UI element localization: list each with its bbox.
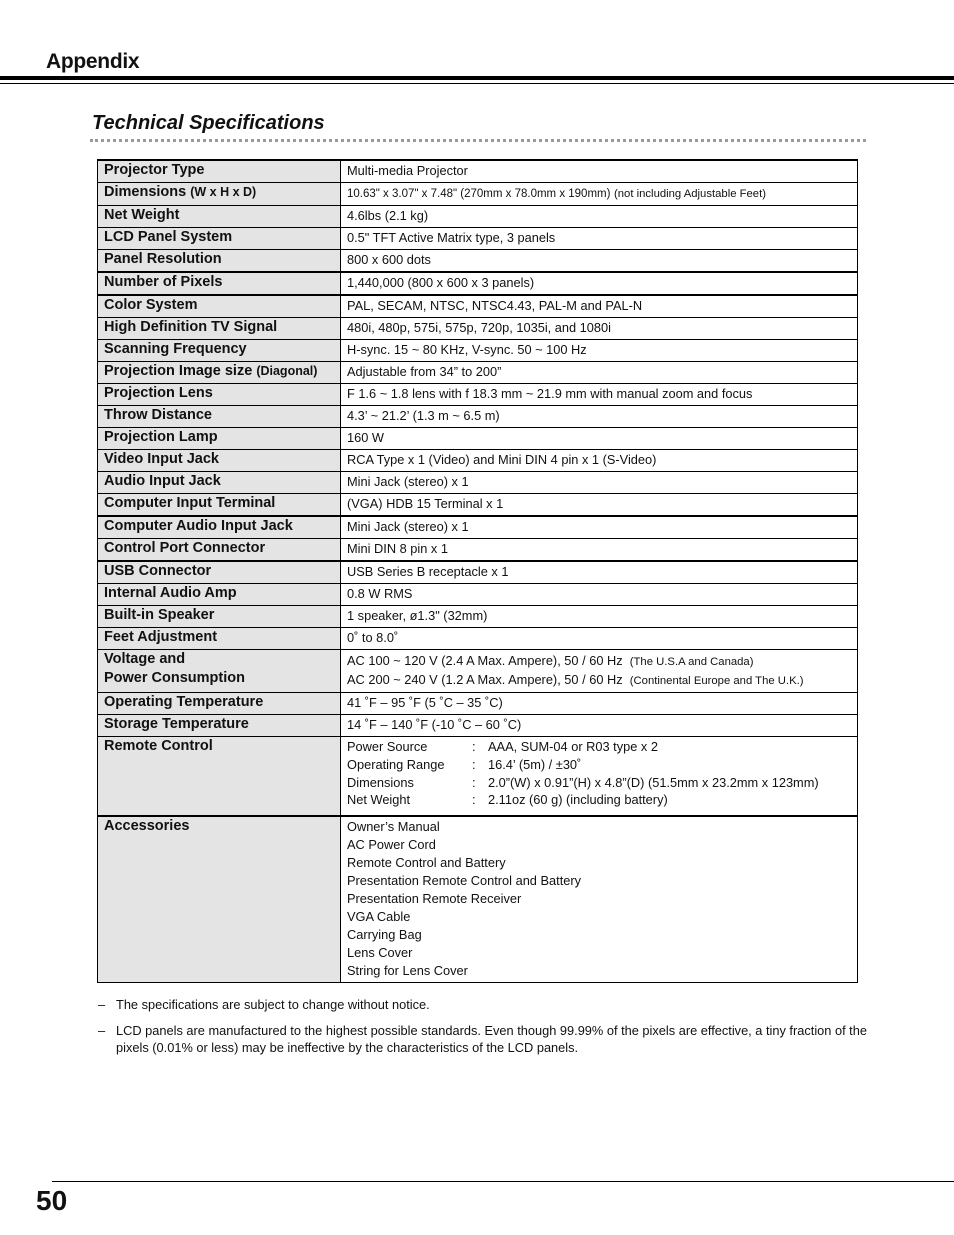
footnote-dash: – [98,1023,106,1038]
spec-value: 14 ˚F – 140 ˚F (-10 ˚C – 60 ˚C) [341,715,858,737]
spec-label-sub: (W x H x D) [190,185,257,199]
spec-label: Operating Temperature [98,693,341,715]
header-rule-thick [0,76,954,80]
remote-spec-key: Dimensions [347,774,414,790]
spec-label: Projection Lens [98,384,341,406]
spec-row-lens [98,384,858,406]
spec-value: F 1.6 ~ 1.8 lens with f 18.3 mm ~ 21.9 mm with manual zoom and focus [341,384,858,406]
spec-value: Mini Jack (stereo) x 1 [341,516,858,539]
spec-label-line: Voltage and [104,651,186,667]
spec-row-scanning [98,340,858,362]
remote-spec-key: Net Weight [347,792,411,808]
remote-spec-value: 2.0”(W) x 0.91”(H) x 4.8”(D) (51.5mm x 23.2mm x 123mm) [488,774,819,790]
spec-value-line [347,652,851,671]
spec-value: Mini DIN 8 pin x 1 [341,539,858,562]
spec-value-line [347,671,851,690]
spec-value: 800 x 600 dots [341,250,858,273]
spec-row-panel-resolution [98,250,858,273]
spec-value: USB Series B receptacle x 1 [341,561,858,584]
accessory-item: Presentation Remote Receiver [347,891,522,906]
spec-row-control-port [98,539,858,562]
spec-row-hdtv [98,318,858,340]
spec-row-computer-audio [98,516,858,539]
remote-spec-key: Power Source [347,739,428,754]
spec-label: Panel Resolution [98,250,341,273]
remote-spec-item [347,774,851,792]
spec-row-net-weight [98,206,858,228]
spec-label-sub: (Diagonal) [256,364,318,378]
spec-label: Audio Input Jack [98,472,341,494]
spec-row-color-system [98,295,858,318]
footnote-text: The specifications are subject to change without notice. [116,997,430,1012]
remote-spec-key: Operating Range [347,756,445,772]
spec-label: Internal Audio Amp [98,584,341,606]
spec-value: 1 speaker, ø1.3" (32mm) [341,606,858,628]
spec-label: Video Input Jack [98,450,341,472]
accessory-item: VGA Cable [347,909,411,924]
accessory-item: Remote Control and Battery [347,855,506,870]
spec-value-main: 10.63" x 3.07" x 7.48" (270mm x 78.0mm x 190mm) [347,188,611,200]
spec-label [98,183,341,206]
spec-row-video-jack [98,450,858,472]
spec-label: Remote Control [98,737,341,817]
spec-label: Net Weight [98,206,341,228]
spec-row-lcd-panel [98,228,858,250]
spec-label: High Definition TV Signal [98,318,341,340]
spec-value-note: (The U.S.A and Canada) [629,656,754,668]
spec-value [341,183,858,206]
spec-row-dimensions [98,183,858,206]
spec-value-main: AC 200 ~ 240 V (1.2 A Max. Ampere), 50 / 60 Hz [347,672,623,687]
spec-value: 0˚ to 8.0˚ [341,628,858,650]
remote-spec-colon: : [472,792,476,808]
accessory-item: Lens Cover [347,945,413,960]
spec-label: Feet Adjustment [98,628,341,650]
spec-label: Accessories [98,816,341,983]
spec-row-audio-amp [98,584,858,606]
spec-label [98,362,341,384]
spec-label: LCD Panel System [98,228,341,250]
spec-value: PAL, SECAM, NTSC, NTSC4.43, PAL-M and PAL-N [341,295,858,318]
spec-label: Throw Distance [98,406,341,428]
spec-value: 4.3’ ~ 21.2’ (1.3 m ~ 6.5 m) [341,406,858,428]
spec-value: 480i, 480p, 575i, 575p, 720p, 1035i, and 1080i [341,318,858,340]
accessory-item: Carrying Bag [347,927,422,942]
spec-label-line: Power Consumption [104,670,245,686]
spec-label: Scanning Frequency [98,340,341,362]
accessory-item: String for Lens Cover [347,963,468,978]
spec-value-main: AC 100 ~ 120 V (2.4 A Max. Ampere), 50 / 60 Hz [347,653,623,668]
dotted-divider [90,139,866,142]
remote-spec-colon: : [472,756,476,772]
spec-label: USB Connector [98,561,341,584]
spec-value: 0.8 W RMS [341,584,858,606]
footnote [98,996,873,1013]
remote-spec-value: AAA, SUM-04 or R03 type x 2 [488,739,658,754]
footnote-dash: – [98,997,106,1012]
remote-spec-value: 16.4’ (5m) / ±30˚ [488,756,582,772]
spec-label: Storage Temperature [98,715,341,737]
spec-value [341,650,858,693]
remote-spec-item [347,756,851,774]
remote-spec-colon: : [472,774,476,790]
spec-row-speaker [98,606,858,628]
page-title: Technical Specifications [92,112,325,134]
spec-row-storage-temp [98,715,858,737]
spec-value [341,737,858,817]
spec-label: Computer Input Terminal [98,494,341,517]
spec-row-projector-type [98,160,858,183]
accessory-item: Presentation Remote Control and Battery [347,873,582,888]
spec-value-note: (Continental Europe and The U.K.) [629,675,804,687]
spec-label: Projector Type [98,160,341,183]
spec-row-voltage [98,650,858,693]
spec-row-throw [98,406,858,428]
spec-value: (VGA) HDB 15 Terminal x 1 [341,494,858,517]
spec-value: Multi-media Projector [341,160,858,183]
spec-value: Adjustable from 34” to 200” [341,362,858,384]
spec-row-remote [98,737,858,817]
spec-label: Control Port Connector [98,539,341,562]
spec-value: Mini Jack (stereo) x 1 [341,472,858,494]
spec-row-operating-temp [98,693,858,715]
spec-value: 160 W [341,428,858,450]
remote-spec-item [347,738,851,756]
remote-spec-value: 2.11oz (60 g) (including battery) [488,792,668,808]
spec-value: H-sync. 15 ~ 80 KHz, V-sync. 50 ~ 100 Hz [341,340,858,362]
section-header: Appendix [46,50,140,73]
remote-spec-item [347,791,851,809]
footer-rule [52,1181,954,1182]
remote-spec-colon: : [472,739,476,754]
spec-row-usb [98,561,858,584]
accessory-item: Owner’s Manual [347,819,440,834]
header-rule-thin [0,83,954,84]
spec-label [98,650,341,693]
accessory-item: AC Power Cord [347,837,436,852]
spec-label-main: Projection Image size [104,363,253,379]
spec-value [341,816,858,983]
page-number: 50 [36,1185,68,1216]
spec-table [97,159,858,983]
spec-value: 1,440,000 (800 x 600 x 3 panels) [341,272,858,295]
spec-row-pixels [98,272,858,295]
spec-row-feet [98,628,858,650]
spec-value: 41 ˚F – 95 ˚F (5 ˚C – 35 ˚C) [341,693,858,715]
spec-value: RCA Type x 1 (Video) and Mini DIN 4 pin x 1 (S-Video) [341,450,858,472]
spec-label: Color System [98,295,341,318]
spec-row-computer-input [98,494,858,517]
spec-row-image-size [98,362,858,384]
spec-row-lamp [98,428,858,450]
spec-value-note: (not including Adjustable Feet) [614,188,766,200]
spec-label-main: Dimensions [104,184,187,200]
footnote [98,1022,873,1056]
footnote-text: LCD panels are manufactured to the highest possible standards. Even though 99.99% of the pixels are effective, a tiny fraction of the pixels (0.01% or less) may be ineffective by the characteristics of the LCD panels. [116,1023,867,1055]
spec-row-audio-jack [98,472,858,494]
spec-value: 0.5" TFT Active Matrix type, 3 panels [341,228,858,250]
spec-label: Built-in Speaker [98,606,341,628]
spec-label: Projection Lamp [98,428,341,450]
spec-value: 4.6lbs (2.1 kg) [341,206,858,228]
spec-label: Computer Audio Input Jack [98,516,341,539]
footnotes [98,996,873,1065]
spec-label: Number of Pixels [98,272,341,295]
spec-row-accessories [98,816,858,983]
